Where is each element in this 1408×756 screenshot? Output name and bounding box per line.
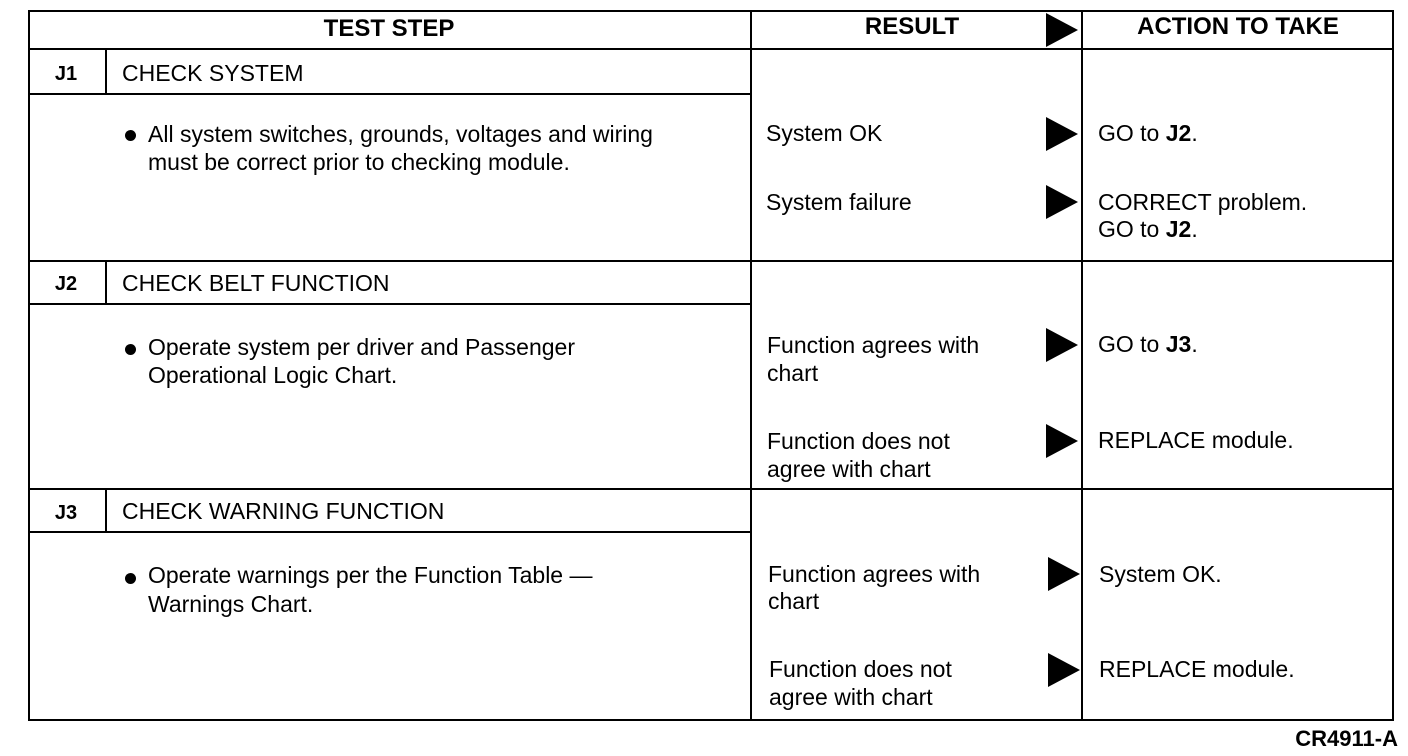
step-j3-code-divider: [105, 488, 107, 531]
instruction-line: must be correct prior to checking module.: [148, 149, 570, 175]
step-code: J1: [54, 63, 78, 85]
action-text: GO to J3.: [1098, 331, 1198, 357]
bullet-icon: [125, 130, 136, 141]
column-divider-action: [1081, 10, 1083, 721]
step-j2-code-divider: [105, 260, 107, 303]
instruction-line: Operational Logic Chart.: [148, 362, 398, 388]
bullet-icon: [125, 344, 136, 355]
result-arrow-icon: [1046, 185, 1078, 219]
instruction-line: All system switches, grounds, voltages and wiring: [148, 121, 653, 147]
step-title: CHECK BELT FUNCTION: [122, 270, 390, 296]
action-text: GO to J2.: [1098, 120, 1198, 146]
result-text: Function agrees with: [768, 561, 981, 587]
bullet-icon: [125, 573, 136, 584]
result-text: System OK: [766, 120, 883, 146]
header-action: ACTION TO TAKE: [1137, 13, 1339, 40]
instruction-line: Operate warnings per the Function Table —: [148, 562, 593, 588]
result-text: chart: [768, 588, 820, 614]
action-text: REPLACE module.: [1098, 427, 1294, 453]
column-divider-result: [750, 10, 752, 721]
result-arrow-icon: [1048, 653, 1080, 687]
step-code: J2: [54, 273, 78, 295]
instruction-line: Warnings Chart.: [148, 591, 314, 617]
header-arrow-icon: [1046, 13, 1078, 47]
step-title: CHECK WARNING FUNCTION: [122, 498, 445, 524]
figure-id: CR4911-A: [1295, 726, 1398, 751]
header-test-step: TEST STEP: [323, 15, 455, 42]
step-divider: [28, 488, 1394, 490]
result-arrow-icon: [1048, 557, 1080, 591]
result-text: chart: [767, 360, 819, 386]
result-text: Function does not: [769, 656, 952, 682]
action-text: REPLACE module.: [1099, 656, 1295, 682]
step-title: CHECK SYSTEM: [122, 60, 304, 86]
result-arrow-icon: [1046, 328, 1078, 362]
result-text: System failure: [766, 189, 912, 215]
action-text: System OK.: [1099, 561, 1222, 587]
step-code: J3: [54, 502, 78, 524]
result-text: Function does not: [767, 428, 950, 454]
step-j1-code-divider: [105, 48, 107, 93]
result-arrow-icon: [1046, 117, 1078, 151]
result-text: Function agrees with: [767, 332, 980, 358]
step-divider: [28, 260, 1394, 262]
step-j3-title-divider: [28, 531, 750, 533]
action-text: CORRECT problem.: [1098, 189, 1308, 215]
header-divider: [28, 48, 1394, 50]
result-text: agree with chart: [767, 456, 931, 482]
result-text: agree with chart: [769, 684, 933, 710]
header-result: RESULT: [864, 13, 960, 40]
action-text: GO to J2.: [1098, 216, 1198, 242]
result-arrow-icon: [1046, 424, 1078, 458]
step-j1-title-divider: [28, 93, 750, 95]
instruction-line: Operate system per driver and Passenger: [148, 334, 575, 360]
step-j2-title-divider: [28, 303, 750, 305]
